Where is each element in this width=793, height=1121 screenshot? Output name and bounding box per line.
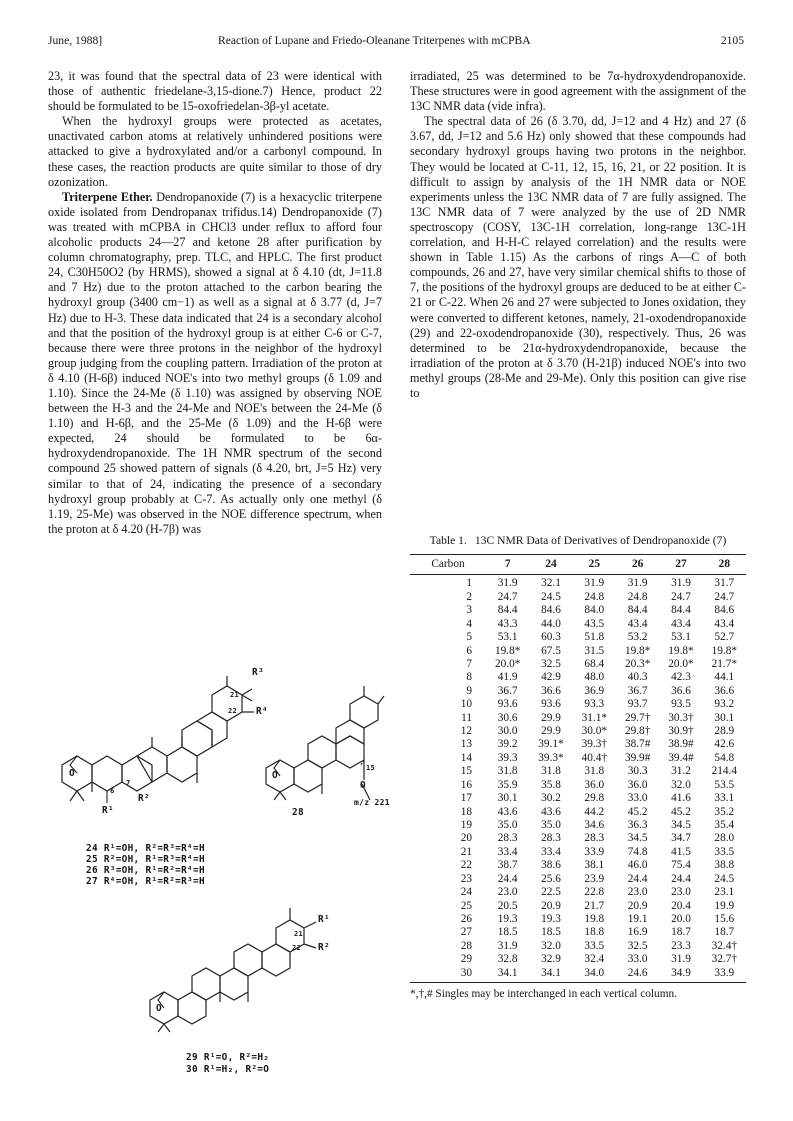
chemical-shift: 42.6 [714, 738, 735, 751]
paragraph: When the hydroxyl groups were protected as acetates, unactivated carbon atoms at relatively unhindered positions were attacked to give a hydroxylated and/or a carbonyl compound. In these cases, the reaction products are quite similar to those of dry ozonization. [48, 114, 382, 189]
chemical-shift: 28.3 [541, 832, 561, 845]
chemical-shift: 31.8 [541, 765, 561, 778]
carbon-number: 14 [460, 751, 472, 764]
chemical-shift: 45.2 [671, 805, 691, 818]
label-mz: m/z 221 [354, 798, 390, 807]
chemical-shift: 75.4 [671, 859, 691, 872]
chemical-shift: 23.0 [497, 886, 518, 899]
chemical-shift: 53.1 [671, 631, 691, 644]
label-oxygen-keto: O [360, 780, 366, 791]
table-row [410, 900, 746, 913]
chemical-shift: 36.9 [584, 684, 605, 697]
chemical-shift: 60.3 [541, 631, 561, 644]
chemical-shift: 43.4 [714, 617, 735, 630]
paragraph: The spectral data of 26 (δ 3.70, dd, J=12 and 4 Hz) and 27 (δ 3.67, dd, J=12 and 5.6 Hz) only showed that these compounds had secondary hydroxyl groups having two protons in the neighbor. They would be located at C-11, 12, 15, 16, 21, or 22 position. It is difficult to assign by analysis of the 1H NMR data or NOE experiments unless the 13C NMR data of 7 are fully assigned. The 13C NMR data of 7 were analyzed by the use of 2D NMR spectroscopy (COSY, 13C-1H correlation, long-range 13C-1H correlation, and H-H-C relayed correlation) and the results were shown in Table 1.15) As the carbons of rings A—C of both compounds, 26 and 27, have very similar chemical shifts to those of 7, the positions of the hydroxyl groups are deduced to be at either C-21 or C-22. When 26 and 27 were subjected to Jones oxidation, they were converted to different ketones, namely, 21-oxodendropanoxide (29) and 22-oxodendropanoxide (30), respectively. Thus, 26 was determined to be 21α-hydroxydendropanoxide, because the irradiation of the proton at δ 3.70 (H-21β) induced NOE's into two methyl groups (28-Me and 29-Me). Only this position can give rise to [410, 114, 746, 400]
table-row [410, 779, 746, 792]
table-row [410, 658, 746, 671]
chemical-shift: 24.8 [584, 590, 605, 603]
chemical-shift: 36.7 [627, 684, 648, 697]
carbon-number: 13 [460, 738, 472, 751]
label-r2: R² [318, 942, 330, 953]
chemical-shift: 35.8 [541, 778, 561, 791]
chemical-shift: 43.6 [497, 805, 518, 818]
chemical-shift: 30.3 [627, 765, 648, 778]
carbon-number: 22 [460, 859, 472, 872]
chemical-shift: 33.0 [627, 953, 648, 966]
carbon-number: 23 [460, 872, 472, 885]
chemical-shift: 28.3 [584, 832, 605, 845]
chemical-shift: 31.9 [497, 939, 518, 952]
carbon-number: 17 [460, 792, 472, 805]
chemical-shift: 20.5 [497, 899, 518, 912]
chemical-shift: 41.9 [497, 671, 518, 684]
chemical-shift: 51.8 [584, 631, 605, 644]
carbon-number: 9 [466, 684, 472, 697]
label-oxygen: O [69, 768, 75, 779]
chemical-shift: 93.7 [627, 698, 648, 711]
chemical-shift: 48.0 [584, 671, 605, 684]
chemical-shift: 30.9† [668, 725, 694, 738]
chemical-shift: 31.2 [671, 765, 691, 778]
chemical-shift: 42.3 [671, 671, 691, 684]
chemical-shift: 39.3† [581, 738, 608, 751]
structure-28 [262, 680, 390, 820]
chemical-shift: 20.4 [671, 899, 691, 912]
table-row [410, 819, 746, 832]
chemical-shift: 30.2 [541, 792, 561, 805]
chemical-shift: 31.9 [627, 577, 648, 590]
carbon-number: 8 [466, 671, 472, 684]
table-footnote: *,†,# Singles may be interchanged in each vertical column. [410, 988, 677, 1001]
chemical-shift: 24.4 [497, 872, 518, 885]
compound-number-28: 28 [292, 807, 304, 818]
chemical-shift: 93.6 [541, 698, 561, 711]
chemical-shift: 15.6 [714, 912, 735, 925]
column-header: 28 [703, 555, 746, 575]
chemical-shift: 24.7 [714, 590, 735, 603]
section-heading: Triterpene Ether. [62, 189, 153, 204]
carbon-number: 7 [466, 657, 472, 670]
carbon-number: 30 [410, 967, 486, 983]
chemical-shift: 43.5 [584, 617, 605, 630]
chemical-shift: 44.0 [541, 617, 561, 630]
chemical-shift: 32.7† [711, 953, 738, 966]
table-row [410, 575, 746, 591]
chemical-shift: 30.0* [581, 725, 608, 738]
chemical-shift: 22.5 [541, 886, 561, 899]
chemical-shift: 42.9 [541, 671, 561, 684]
legend-25: 25 R²=OH, R¹=R³=R⁴=H [86, 854, 205, 865]
label-oxygen-ring: O [272, 770, 278, 781]
chemical-shift: 31.9 [584, 577, 605, 590]
chemical-shift: 19.1 [627, 912, 648, 925]
chemical-shift: 32.4† [711, 939, 738, 952]
chemical-shift: 36.6 [714, 684, 735, 697]
chemical-shift: 33.0 [627, 792, 648, 805]
chemical-shift: 29.9 [541, 711, 561, 724]
chemical-shift: 19.3 [497, 912, 518, 925]
chemical-shift: 36.3 [627, 819, 648, 832]
chemical-shift: 53.2 [627, 631, 648, 644]
chemical-shift: 30.3† [668, 711, 694, 724]
chemical-shift: 24.7 [671, 590, 691, 603]
chemical-shift: 20.9 [627, 899, 648, 912]
left-column [48, 69, 382, 537]
table-row [410, 846, 746, 859]
chemical-shift: 22.8 [584, 886, 605, 899]
table-row [410, 631, 746, 644]
table-row [410, 765, 746, 778]
running-header [48, 34, 744, 52]
label-oxygen: O [156, 1003, 162, 1014]
chemical-shift: 35.0 [541, 819, 561, 832]
chemical-shift: 38.7# [624, 738, 651, 751]
chemical-shift: 18.5 [497, 926, 518, 939]
column-header: 24 [529, 555, 572, 575]
chemical-shift: 41.6 [671, 792, 691, 805]
structure-29-30-drawing [140, 900, 340, 1040]
chemical-shift: 214.4 [711, 765, 738, 778]
paragraph-text: Dendropanoxide (7) is a hexacyclic triterpene oxide isolated from Dendropanax trifidus.14) Dendropanoxide (7) was treated with mCPBA in CHCl3 under reflux to afford four alcoholic products 24—27 and ketone 28 after purification by column chromatography, prep. TLC, and HPLC. The first product 24, C30H50O2 (by HRMS), showed a signal at δ 4.10 (dt, J=11.8 and 7 Hz) due to the proton attached to the carbon bearing the hydroxyl group (3400 cm−1) as well as a signal at δ 3.77 (d, J=7 Hz) due to H-3. These data indicated that 24 is a secondary alcohol and that the position of the hydroxyl group is at either C-6 or C-7, because there were three protons in the neighbor of the hydroxyl group judging from the coupling pattern. Irradiation of the proton at δ 4.10 (H-6β) induced NOE's into two methyl groups (δ 1.09 and 1.10). Since the 24-Me (δ 1.10) was assigned by observing NOE between the H-3 and the 24-Me and NOE's between the 24-Me (δ 1.10) and H-6β, and the 25-Me (δ 1.09) and the H-6β were expected, 24 should be formulated to be 6α-hydroxydendropanoxide. The 1H NMR spectrum of the second compound 25 showed pattern of signals (δ 4.20, brt, J=5 Hz) very similar to that of 24, indicating the presence of a secondary hydroxyl group probably at C-7. As actually only one methyl (δ 1.19, 25-Me) was observed in the NOE difference spectrum, when the proton at δ 4.20 (H-7β) was [48, 189, 383, 536]
table-row [410, 645, 746, 658]
column-header: Carbon [410, 555, 486, 575]
chemical-shift: 74.8 [627, 845, 648, 858]
label-7: 7 [126, 779, 131, 787]
carbon-number: 25 [460, 899, 472, 912]
chemical-shift: 30.6 [497, 711, 518, 724]
chemical-shift: 31.8 [497, 765, 518, 778]
carbon-number: 19 [460, 819, 472, 832]
table-row [410, 752, 746, 765]
chemical-shift: 20.9 [541, 899, 561, 912]
chemical-shift: 39.4# [668, 751, 694, 764]
chemical-shift: 18.7 [671, 926, 691, 939]
right-column [410, 69, 746, 401]
chemical-shift: 53.5 [714, 778, 735, 791]
chemical-shift: 43.4 [671, 617, 691, 630]
chemical-shift: 28.0 [714, 832, 735, 845]
chemical-shift: 38.8 [714, 859, 735, 872]
chemical-shift: 21.7* [711, 657, 738, 670]
chemical-shift: 31.5 [584, 644, 605, 657]
table-row [410, 832, 746, 845]
chemical-shift: 20.0* [668, 657, 694, 670]
chemical-shift: 32.0 [671, 778, 691, 791]
chemical-shift: 93.5 [671, 698, 691, 711]
chemical-shift: 31.7 [714, 577, 735, 590]
carbon-number: 27 [460, 926, 472, 939]
carbon-number: 16 [460, 778, 472, 791]
chemical-shift: 35.4 [714, 819, 735, 832]
chemical-shift: 44.1 [714, 671, 735, 684]
chemical-shift: 44.2 [584, 805, 605, 818]
chemical-shift: 34.9 [659, 967, 702, 983]
chemical-shift: 18.7 [714, 926, 735, 939]
chemical-shift: 29.9 [541, 725, 561, 738]
chemical-shift: 40.4† [581, 751, 608, 764]
label-21: 21 [230, 691, 240, 699]
legend-24: 24 R¹=OH, R²=R³=R⁴=H [86, 843, 205, 854]
carbon-number: 29 [460, 953, 472, 966]
carbon-number: 21 [460, 845, 472, 858]
chemical-shift: 34.6 [584, 819, 605, 832]
chemical-shift: 93.2 [714, 698, 735, 711]
label-r4: R⁴ [256, 706, 268, 717]
chemical-shift: 23.9 [584, 872, 605, 885]
paragraph: 23, it was found that the spectral data of 23 were identical with those of authentic friedelane-3,15-dione.7) Hence, product 22 should be formulated to be 15-oxofriedelan-3β-yl acetate. [48, 69, 382, 114]
chemical-shift: 41.5 [671, 845, 691, 858]
chemical-shift: 30.1 [714, 711, 735, 724]
chemical-shift: 24.6 [616, 967, 659, 983]
table-row [410, 685, 746, 698]
chemical-shift: 84.6 [714, 604, 735, 617]
chemical-shift: 24.5 [541, 590, 561, 603]
chemical-shift: 32.5 [541, 657, 561, 670]
chemical-shift: 36.6 [671, 684, 691, 697]
chemical-shift: 40.3 [627, 671, 648, 684]
chemical-shift: 20.0 [671, 912, 691, 925]
carbon-number: 20 [460, 832, 472, 845]
table-caption [410, 534, 746, 548]
chemical-shift: 93.3 [584, 698, 605, 711]
table-row [410, 591, 746, 604]
label-r1: R¹ [318, 914, 330, 925]
table-row [410, 873, 746, 886]
table-row [410, 953, 746, 966]
chemical-shift: 28.3 [497, 832, 518, 845]
chemical-shift: 20.3* [624, 657, 651, 670]
chemical-shift: 29.7† [624, 711, 651, 724]
carbon-number: 10 [460, 698, 472, 711]
chemical-shift: 31.8 [584, 765, 605, 778]
chemical-shift: 38.6 [541, 859, 561, 872]
legend-29: 29 R¹=O, R²=H₂ [186, 1052, 270, 1063]
chemical-shift: 45.2 [627, 805, 648, 818]
table-label: Table 1. [429, 534, 467, 547]
chemical-shift: 32.5 [627, 939, 648, 952]
chemical-shift: 36.0 [627, 778, 648, 791]
carbon-number: 28 [460, 939, 472, 952]
chemical-shift: 23.1 [714, 886, 735, 899]
chemical-shift: 18.5 [541, 926, 561, 939]
carbon-number: 4 [466, 617, 472, 630]
carbon-number: 15 [460, 765, 472, 778]
chemical-shift: 31.9 [671, 953, 691, 966]
chemical-shift: 52.7 [714, 631, 735, 644]
chemical-shift: 84.4 [627, 604, 648, 617]
chemical-shift: 24.8 [627, 590, 648, 603]
chemical-shift: 29.8† [624, 725, 651, 738]
column-header: 25 [573, 555, 616, 575]
chemical-shift: 30.1 [497, 792, 518, 805]
legend-26: 26 R³=OH, R¹=R²=R⁴=H [86, 865, 205, 876]
table-row [410, 792, 746, 805]
chemical-shift: 84.4 [497, 604, 518, 617]
chemical-shift: 38.1 [584, 859, 605, 872]
label-22: 22 [292, 944, 302, 952]
chemical-shift: 31.9 [671, 577, 691, 590]
carbon-number: 11 [461, 711, 472, 724]
label-22: 22 [228, 707, 238, 715]
chemical-shift: 29.8 [584, 792, 605, 805]
label-r2: R² [138, 793, 150, 804]
chemical-shift: 32.8 [497, 953, 518, 966]
table-row [410, 926, 746, 939]
legend-27: 27 R⁴=OH, R¹=R²=R³=H [86, 876, 205, 887]
chemical-shift: 32.4 [584, 953, 605, 966]
carbon-number: 18 [460, 805, 472, 818]
chemical-shift: 19.8* [624, 644, 651, 657]
header-title: Reaction of Lupane and Friedo-Oleanane Triterpenes with mCPBA [218, 34, 531, 47]
chemical-shift: 39.1* [538, 738, 564, 751]
chemical-shift: 33.4 [497, 845, 518, 858]
chemical-shift: 32.9 [541, 953, 561, 966]
chemical-shift: 32.1 [541, 577, 561, 590]
label-6: 6 [110, 787, 115, 795]
chemical-shift: 33.5 [714, 845, 735, 858]
chemical-shift: 39.3* [538, 751, 564, 764]
carbon-number: 6 [466, 644, 472, 657]
chemical-shift: 43.3 [497, 617, 518, 630]
chemical-shift: 19.8 [584, 912, 605, 925]
chemical-shift: 43.4 [627, 617, 648, 630]
label-15: 15 [366, 764, 376, 772]
chemical-shift: 34.5 [671, 819, 691, 832]
chemical-shift: 33.5 [584, 939, 605, 952]
column-header: 7 [486, 555, 529, 575]
chemical-shift: 19.8* [711, 644, 738, 657]
chemical-shift: 39.9# [624, 751, 651, 764]
label-r3: R³ [252, 667, 264, 678]
chemical-shift: 33.9 [703, 967, 746, 983]
paragraph: irradiated, 25 was determined to be 7α-hydroxydendropanoxide. These structures were in good agreement with the assignment of the 13C NMR data (vide infra). [410, 69, 746, 114]
label-21: 21 [294, 930, 304, 938]
chemical-shift: 93.6 [497, 698, 518, 711]
chemical-shift: 16.9 [627, 926, 648, 939]
table-body [410, 575, 746, 983]
chemical-shift: 36.0 [584, 778, 605, 791]
chemical-shift: 21.7 [584, 899, 605, 912]
nmr-table-block [410, 534, 746, 1001]
chemical-shift: 34.1 [529, 967, 572, 983]
chemical-shift: 34.5 [627, 832, 648, 845]
chemical-shift: 23.0 [671, 886, 691, 899]
chemical-shift: 31.9 [497, 577, 518, 590]
table-row [410, 913, 746, 926]
column-header: 27 [659, 555, 702, 575]
nmr-table [410, 554, 746, 983]
carbon-number: 24 [460, 886, 472, 899]
table-row [410, 671, 746, 684]
chemical-shift: 23.3 [671, 939, 691, 952]
header-date: June, 1988] [48, 34, 103, 47]
table-row [410, 725, 746, 738]
chemical-shift: 20.0* [494, 657, 521, 670]
chemical-shift: 30.0 [497, 725, 518, 738]
table-row [410, 886, 746, 899]
carbon-number: 5 [466, 631, 472, 644]
table-header-row [410, 555, 746, 575]
chemical-shift: 35.9 [497, 778, 518, 791]
chemical-shift: 28.9 [714, 725, 735, 738]
chemical-shift: 35.0 [497, 819, 518, 832]
label-r1: R¹ [102, 805, 114, 816]
chemical-shift: 25.6 [541, 872, 561, 885]
table-row [410, 698, 746, 711]
chemical-shift: 34.7 [671, 832, 691, 845]
chemical-shift: 24.7 [497, 590, 518, 603]
chemical-shift: 54.8 [714, 751, 735, 764]
chemical-shift: 84.4 [671, 604, 691, 617]
carbon-number: 26 [460, 912, 472, 925]
chemical-shift: 33.4 [541, 845, 561, 858]
table-row [410, 712, 746, 725]
chemical-shift: 84.0 [584, 604, 605, 617]
chemical-shift: 33.9 [584, 845, 605, 858]
legend-30: 30 R¹=H₂, R²=O [186, 1064, 270, 1075]
paragraph-triterpene-ether [48, 190, 382, 537]
table-row [410, 967, 746, 983]
chemical-shift: 34.1 [486, 967, 529, 983]
chemical-shift: 24.5 [714, 872, 735, 885]
chemical-shift: 35.2 [714, 805, 735, 818]
chemical-shift: 36.6 [541, 684, 561, 697]
table-row [410, 940, 746, 953]
chemical-shift: 43.6 [541, 805, 561, 818]
chemical-shift: 18.8 [584, 926, 605, 939]
table-row [410, 859, 746, 872]
chemical-shift: 36.7 [497, 684, 518, 697]
carbon-number: 3 [466, 604, 472, 617]
table-row [410, 738, 746, 751]
chemical-shift: 39.2 [497, 738, 518, 751]
chemical-shift: 34.0 [573, 967, 616, 983]
table-row [410, 604, 746, 617]
table-row [410, 806, 746, 819]
chemical-shift: 23.0 [627, 886, 648, 899]
carbon-number: 1 [466, 577, 472, 590]
structure-29-30 [140, 900, 340, 1075]
chemical-shift: 19.9 [714, 899, 735, 912]
carbon-number: 2 [466, 590, 472, 603]
table-title: 13C NMR Data of Derivatives of Dendropanoxide (7) [474, 534, 727, 547]
chemical-shift: 19.8* [494, 644, 521, 657]
chemical-shift: 24.4 [627, 872, 648, 885]
chemical-shift: 19.8* [668, 644, 694, 657]
chemical-shift: 33.1 [714, 792, 735, 805]
chemical-shift: 24.4 [671, 872, 691, 885]
chemical-shift: 53.1 [497, 631, 518, 644]
chemical-shift: 68.4 [584, 657, 605, 670]
chemical-shift: 19.3 [541, 912, 561, 925]
table-row [410, 618, 746, 631]
chemical-shift: 32.0 [541, 939, 561, 952]
chemical-shift: 38.7 [497, 859, 518, 872]
chemical-shift: 38.9# [668, 738, 694, 751]
column-header: 26 [616, 555, 659, 575]
carbon-number: 12 [460, 725, 472, 738]
chemical-shift: 46.0 [627, 859, 648, 872]
chemical-shift: 67.5 [541, 644, 561, 657]
page-number: 2105 [720, 34, 744, 47]
chemical-shift: 84.6 [541, 604, 561, 617]
chemical-shift: 31.1* [581, 711, 608, 724]
chemical-shift: 39.3 [497, 751, 518, 764]
